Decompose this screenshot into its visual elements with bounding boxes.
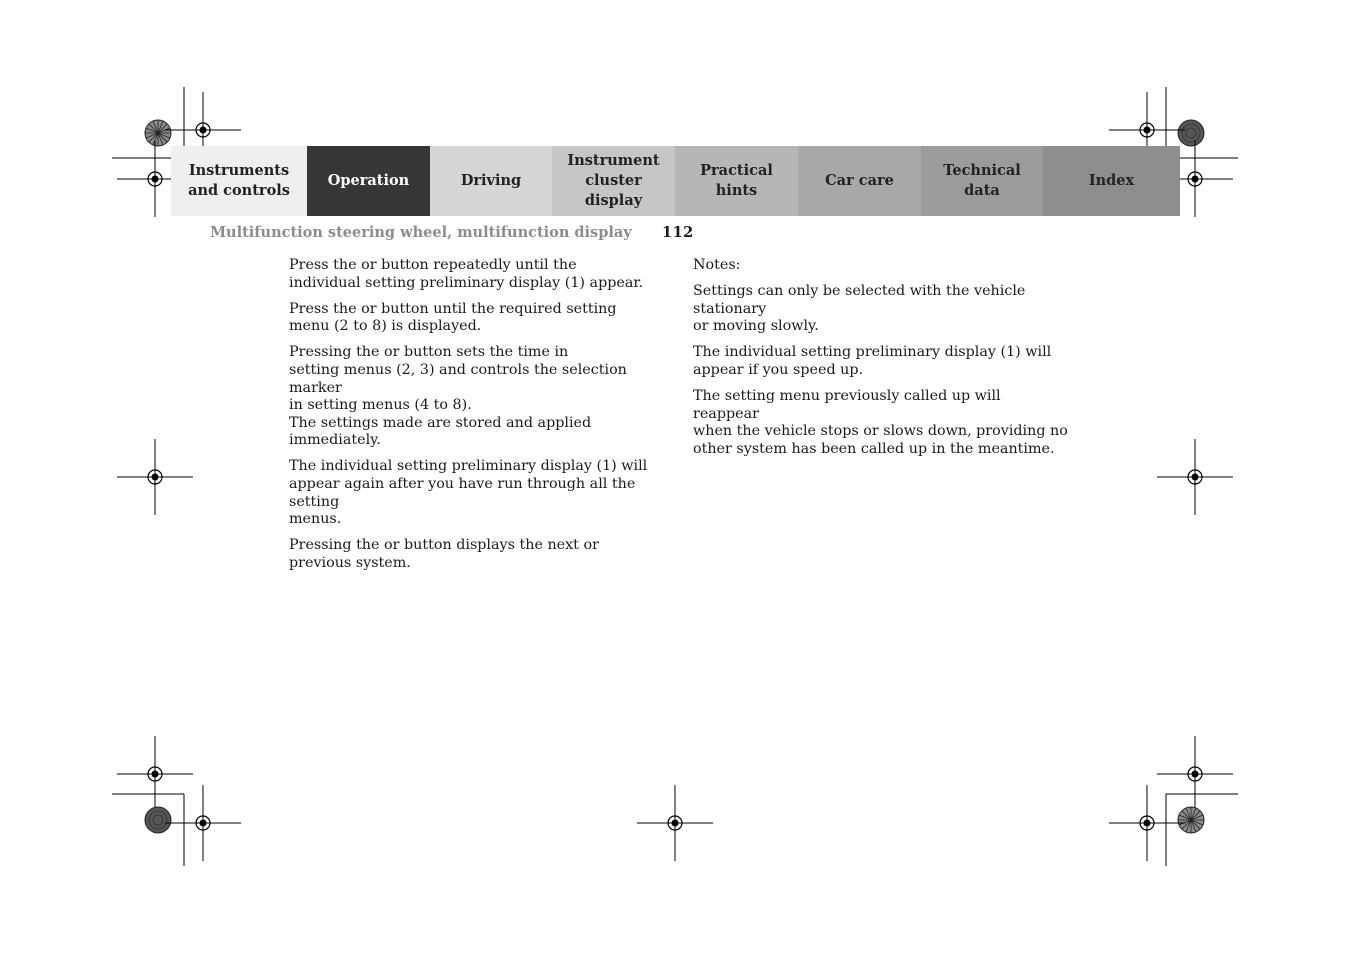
- tab-instrument-cluster-display[interactable]: [552, 146, 675, 216]
- paragraph: The individual setting preliminary display (1) will appear if you speed up.: [693, 344, 1052, 378]
- page-number: 112: [662, 224, 694, 241]
- paragraph: Pressing the or button sets the time in setting menus (2, 3) and controls the selection marker in setting menus (4 to 8). The settings made are stored and applied immediately.: [289, 344, 627, 449]
- tab-label: Car care: [825, 172, 894, 189]
- right-column: [693, 257, 1068, 467]
- tab-car-care[interactable]: [798, 146, 921, 216]
- tab-label: Instrument cluster display: [567, 152, 660, 209]
- tab-label: Instruments and controls: [188, 162, 290, 199]
- tab-label: Driving: [460, 172, 522, 189]
- notes-heading: Notes:: [693, 257, 741, 273]
- section-tabs: [171, 146, 1180, 216]
- paragraph: Settings can only be selected with the vehicle stationary or moving slowly.: [693, 283, 1026, 335]
- tab-driving[interactable]: [430, 146, 552, 216]
- paragraph: Press the or button repeatedly until the individual setting preliminary display (1) appear.: [289, 257, 644, 291]
- left-column: [289, 257, 664, 581]
- paragraph: The individual setting preliminary display (1) will appear again after you have run through all the setting menus.: [289, 458, 648, 528]
- tab-label: Practical hints: [700, 162, 773, 199]
- section-title: Multifunction steering wheel, multifunction display: [210, 224, 632, 241]
- paragraph: The setting menu previously called up will reappear when the vehicle stops or slows down, providing no other system has been called up in the meantime.: [693, 388, 1068, 457]
- tab-label: Technical data: [943, 162, 1021, 199]
- paragraph: Press the or button until the required setting menu (2 to 8) is displayed.: [289, 300, 617, 335]
- tab-instruments-and-controls[interactable]: [171, 146, 307, 216]
- tab-practical-hints[interactable]: [675, 146, 798, 216]
- tab-technical-data[interactable]: [921, 146, 1043, 216]
- tab-operation[interactable]: [307, 146, 430, 216]
- tab-label: Operation: [327, 172, 410, 189]
- tab-label: Index: [1088, 172, 1135, 189]
- paragraph: Pressing the or button displays the next or previous system.: [289, 537, 599, 571]
- tab-index[interactable]: [1043, 146, 1180, 216]
